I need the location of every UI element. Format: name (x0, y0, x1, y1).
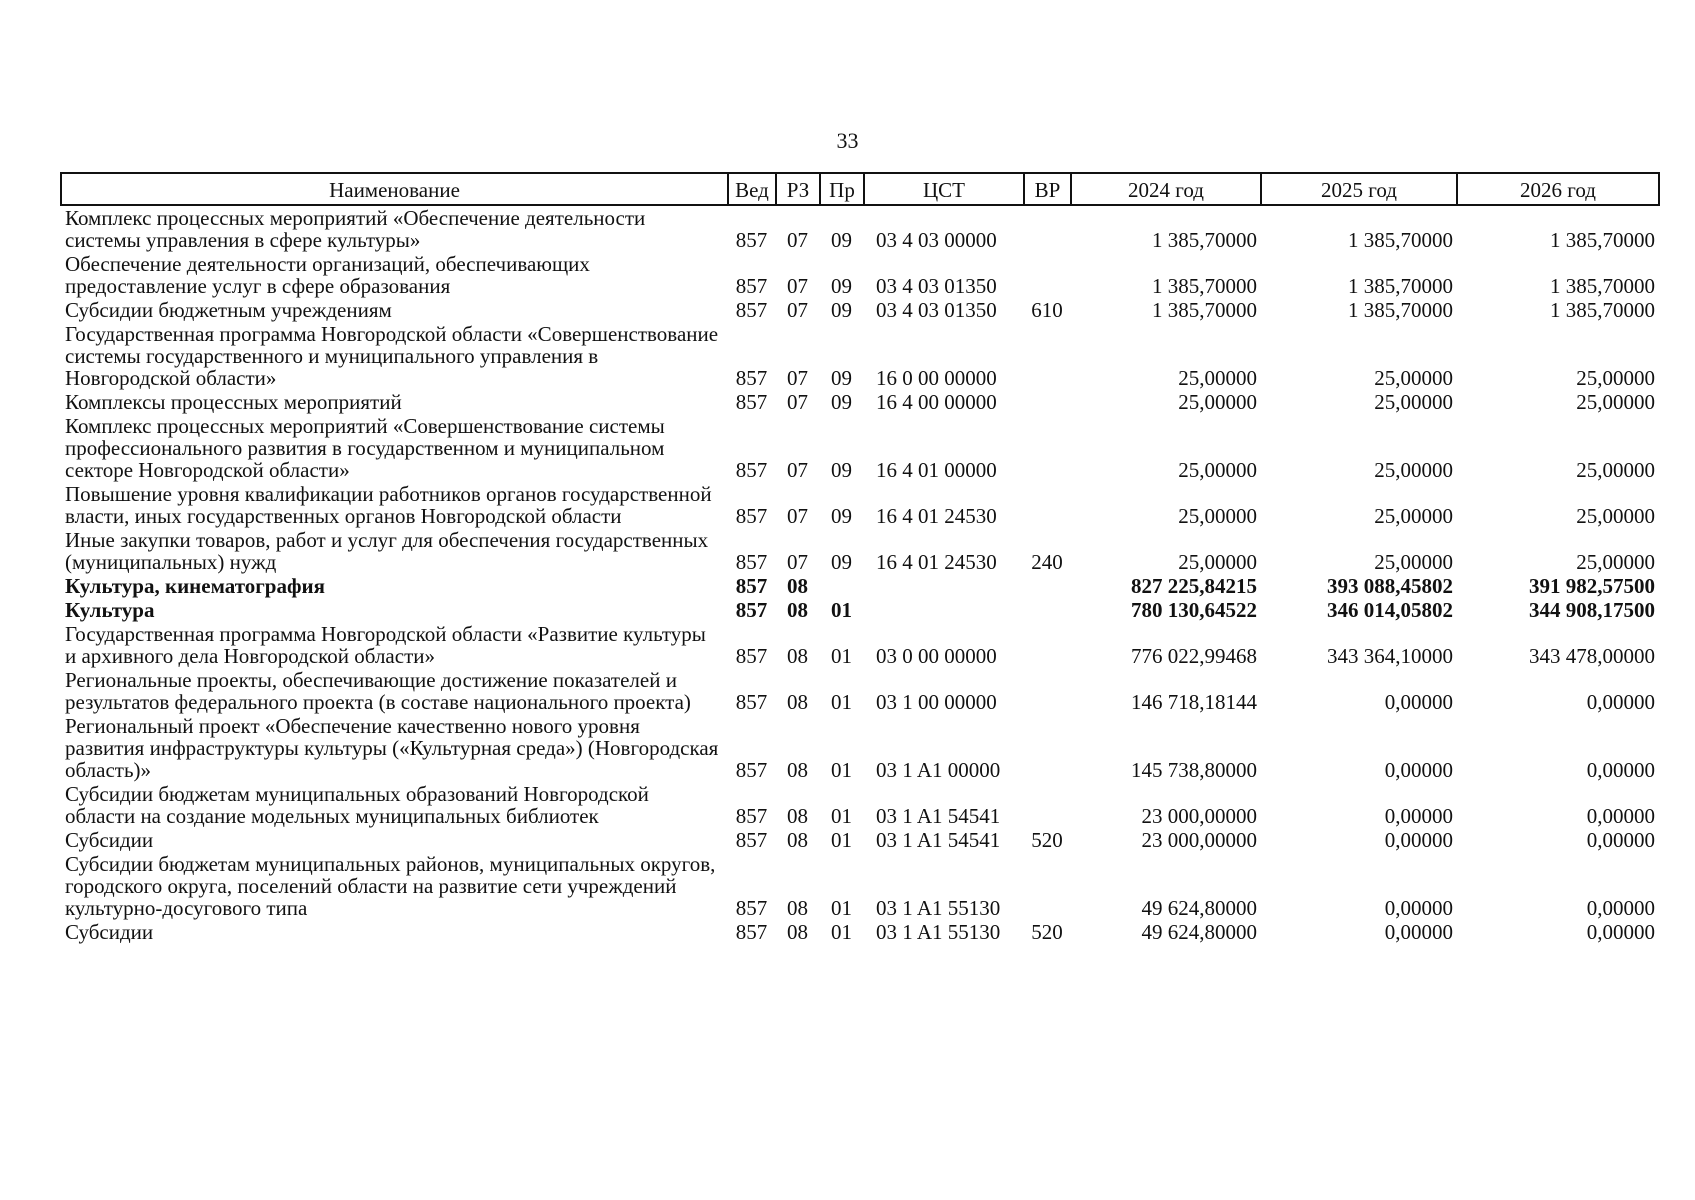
table-row (61, 205, 1659, 252)
row-rz: 08 (787, 920, 808, 944)
row-amount-2025: 0,00000 (1384, 828, 1453, 852)
row-rz: 08 (787, 598, 808, 622)
row-vr (1024, 714, 1071, 782)
row-amount-2024: 780 130,64522 (1131, 598, 1257, 622)
row-amount-2026: 25,00000 (1576, 458, 1655, 482)
row-pr: 09 (831, 458, 852, 482)
row-rz: 07 (787, 458, 808, 482)
row-amount-2024: 49 624,80000 (1141, 920, 1257, 944)
row-amount-2025: 0,00000 (1384, 804, 1453, 828)
row-vr (1024, 252, 1071, 298)
row-cst: 03 1 00 00000 (876, 690, 997, 714)
row-cst: 03 1 A1 54541 (876, 804, 1001, 828)
row-cst: 16 4 01 24530 (876, 550, 997, 574)
row-amount-2026: 25,00000 (1576, 366, 1655, 390)
row-amount-2024: 145 738,80000 (1131, 758, 1257, 782)
row-amount-2026: 0,00000 (1586, 690, 1655, 714)
header-name: Наименование (61, 173, 728, 205)
row-cst: 03 1 A1 54541 (876, 828, 1001, 852)
row-ved: 857 (735, 644, 768, 668)
row-cst: 16 0 00 00000 (876, 366, 997, 390)
row-amount-2025: 1 385,70000 (1348, 274, 1453, 298)
row-pr: 09 (831, 274, 852, 298)
row-amount-2026: 1 385,70000 (1550, 298, 1655, 322)
row-vr: 240 (1031, 550, 1063, 574)
row-ved: 857 (735, 690, 768, 714)
row-cst: 03 4 03 01350 (876, 298, 997, 322)
row-name: Субсидии бюджетам муниципальных образований Новгородской области на создание модельных муниципальных библиотек (65, 782, 649, 828)
row-vr (1024, 782, 1071, 828)
row-ved: 857 (735, 920, 768, 944)
row-rz: 08 (787, 758, 808, 782)
row-ved: 857 (735, 298, 768, 322)
row-amount-2025: 25,00000 (1374, 390, 1453, 414)
row-ved: 857 (735, 828, 768, 852)
row-pr: 09 (831, 228, 852, 252)
row-cst: 03 1 A1 55130 (876, 896, 1001, 920)
row-amount-2025: 0,00000 (1384, 758, 1453, 782)
row-amount-2025: 1 385,70000 (1348, 298, 1453, 322)
row-name: Региональный проект «Обеспечение качественно нового уровня развития инфраструктуры культуры («Культурная среда») (Новгородская область)» (65, 714, 719, 782)
row-amount-2024: 23 000,00000 (1141, 828, 1257, 852)
row-pr (820, 574, 864, 598)
row-ved: 857 (735, 896, 768, 920)
row-pr: 01 (831, 804, 852, 828)
row-cst: 03 4 03 00000 (876, 228, 997, 252)
row-amount-2024: 23 000,00000 (1141, 804, 1257, 828)
row-ved: 857 (735, 366, 768, 390)
row-name: Субсидии бюджетным учреждениям (65, 298, 392, 322)
table-row (61, 414, 1659, 482)
row-name: Повышение уровня квалификации работников органов государственной власти, иных государственных органов Новгородской области (65, 482, 712, 528)
table-row (61, 622, 1659, 668)
row-name: Региональные проекты, обеспечивающие достижение показателей и результатов федерального проекта (в составе национального проекта) (65, 668, 691, 714)
row-amount-2024: 1 385,70000 (1152, 274, 1257, 298)
row-rz: 08 (787, 896, 808, 920)
row-vr (1024, 482, 1071, 528)
row-ved: 857 (735, 228, 768, 252)
row-name: Обеспечение деятельности организаций, обеспечивающих предоставление услуг в сфере образования (65, 252, 590, 298)
row-ved: 857 (735, 504, 768, 528)
row-amount-2024: 776 022,99468 (1131, 644, 1257, 668)
row-vr (1024, 390, 1071, 414)
row-pr: 01 (831, 644, 852, 668)
row-amount-2024: 25,00000 (1178, 504, 1257, 528)
row-name: Субсидии (65, 920, 154, 944)
row-amount-2025: 1 385,70000 (1348, 228, 1453, 252)
row-pr: 01 (831, 690, 852, 714)
row-rz: 07 (787, 390, 808, 414)
row-vr: 520 (1031, 828, 1063, 852)
row-amount-2024: 1 385,70000 (1152, 298, 1257, 322)
header-pr: Пр (820, 173, 864, 205)
header-vr: ВР (1024, 173, 1071, 205)
row-vr (1024, 598, 1071, 622)
row-rz: 08 (787, 828, 808, 852)
row-ved: 857 (735, 550, 768, 574)
table-row (61, 322, 1659, 390)
table-row (61, 920, 1659, 944)
row-rz: 08 (787, 574, 808, 598)
row-cst: 03 1 A1 55130 (876, 920, 1001, 944)
row-amount-2025: 343 364,10000 (1327, 644, 1453, 668)
row-name: Субсидии (65, 828, 154, 852)
row-rz: 08 (787, 644, 808, 668)
row-amount-2026: 1 385,70000 (1550, 274, 1655, 298)
table-row (61, 782, 1659, 828)
row-ved: 857 (735, 598, 768, 622)
row-ved: 857 (735, 758, 768, 782)
row-pr: 01 (831, 828, 852, 852)
row-amount-2025: 25,00000 (1374, 458, 1453, 482)
table-row (61, 252, 1659, 298)
header-2024: 2024 год (1071, 173, 1261, 205)
header-cst: ЦСТ (864, 173, 1024, 205)
table-header (61, 173, 1659, 205)
header-2026: 2026 год (1457, 173, 1659, 205)
row-amount-2024: 1 385,70000 (1152, 228, 1257, 252)
row-ved: 857 (735, 390, 768, 414)
row-pr: 01 (831, 896, 852, 920)
row-vr: 520 (1031, 920, 1063, 944)
row-amount-2024: 146 718,18144 (1131, 690, 1257, 714)
row-amount-2024: 49 624,80000 (1141, 896, 1257, 920)
row-rz: 07 (787, 366, 808, 390)
row-amount-2026: 25,00000 (1576, 504, 1655, 528)
table-row (61, 668, 1659, 714)
row-vr (1024, 205, 1071, 252)
row-cst: 03 1 A1 00000 (876, 758, 1001, 782)
row-name: Государственная программа Новгородской области «Совершенствование системы государственного и муниципального управления в Новгородской области» (65, 322, 719, 390)
row-name: Комплексы процессных мероприятий (65, 390, 402, 414)
row-cst: 16 4 01 00000 (876, 458, 997, 482)
row-pr: 09 (831, 298, 852, 322)
table-row (61, 298, 1659, 322)
row-rz: 07 (787, 504, 808, 528)
row-pr: 01 (831, 920, 852, 944)
row-ved: 857 (735, 574, 768, 598)
row-vr (1024, 574, 1071, 598)
row-amount-2024: 25,00000 (1178, 390, 1257, 414)
row-pr: 09 (831, 366, 852, 390)
row-cst: 16 4 00 00000 (876, 390, 997, 414)
row-amount-2024: 827 225,84215 (1131, 574, 1257, 598)
row-name: Субсидии бюджетам муниципальных районов, муниципальных округов, городского округа, поселений области на развитие сети учреждений культурно-досугового типа (65, 852, 716, 920)
table-row (61, 828, 1659, 852)
row-ved: 857 (735, 458, 768, 482)
row-rz: 08 (787, 804, 808, 828)
row-pr: 09 (831, 390, 852, 414)
row-rz: 07 (787, 550, 808, 574)
table-row (61, 852, 1659, 920)
row-rz: 08 (787, 690, 808, 714)
row-vr (1024, 414, 1071, 482)
row-ved: 857 (735, 804, 768, 828)
row-cst (864, 598, 1024, 622)
row-amount-2026: 391 982,57500 (1529, 574, 1655, 598)
row-amount-2026: 25,00000 (1576, 390, 1655, 414)
row-name: Государственная программа Новгородской области «Развитие культуры и архивного дела Новгородской области» (65, 622, 706, 668)
row-name: Культура (65, 598, 155, 622)
row-amount-2025: 0,00000 (1384, 920, 1453, 944)
row-rz: 07 (787, 228, 808, 252)
row-cst: 16 4 01 24530 (876, 504, 997, 528)
row-pr: 09 (831, 504, 852, 528)
table-row (61, 598, 1659, 622)
row-amount-2025: 25,00000 (1374, 504, 1453, 528)
header-2025: 2025 год (1261, 173, 1457, 205)
row-ved: 857 (735, 274, 768, 298)
table-row (61, 574, 1659, 598)
budget-table (60, 172, 1660, 944)
row-amount-2026: 0,00000 (1586, 828, 1655, 852)
row-cst: 03 4 03 01350 (876, 274, 997, 298)
row-vr: 610 (1031, 298, 1063, 322)
table-row (61, 482, 1659, 528)
row-amount-2024: 25,00000 (1178, 458, 1257, 482)
row-amount-2026: 344 908,17500 (1529, 598, 1655, 622)
row-cst (864, 574, 1024, 598)
row-vr (1024, 322, 1071, 390)
row-name: Иные закупки товаров, работ и услуг для обеспечения государственных (муниципальных) нужд (65, 528, 709, 574)
row-pr: 01 (831, 758, 852, 782)
row-amount-2024: 25,00000 (1178, 366, 1257, 390)
row-amount-2026: 343 478,00000 (1529, 644, 1655, 668)
header-ved: Вед (728, 173, 776, 205)
row-name: Культура, кинематография (65, 574, 325, 598)
table-row (61, 714, 1659, 782)
page-number: 33 (836, 128, 859, 153)
row-amount-2025: 25,00000 (1374, 550, 1453, 574)
row-amount-2025: 346 014,05802 (1327, 598, 1453, 622)
row-amount-2026: 0,00000 (1586, 920, 1655, 944)
row-pr: 01 (831, 598, 852, 622)
table-row (61, 390, 1659, 414)
row-amount-2024: 25,00000 (1178, 550, 1257, 574)
row-amount-2025: 25,00000 (1374, 366, 1453, 390)
row-amount-2026: 0,00000 (1586, 758, 1655, 782)
row-amount-2025: 393 088,45802 (1327, 574, 1453, 598)
row-cst: 03 0 00 00000 (876, 644, 997, 668)
header-rz: РЗ (776, 173, 820, 205)
row-vr (1024, 852, 1071, 920)
row-amount-2026: 1 385,70000 (1550, 228, 1655, 252)
row-rz: 07 (787, 274, 808, 298)
row-amount-2026: 25,00000 (1576, 550, 1655, 574)
row-name: Комплекс процессных мероприятий «Совершенствование системы профессионального развития в государственном и муниципальном секторе Новгородской области» (65, 414, 665, 482)
row-vr (1024, 622, 1071, 668)
row-rz: 07 (787, 298, 808, 322)
row-pr: 09 (831, 550, 852, 574)
row-name: Комплекс процессных мероприятий «Обеспечение деятельности системы управления в сфере культуры» (65, 206, 646, 252)
row-vr (1024, 668, 1071, 714)
row-amount-2025: 0,00000 (1384, 690, 1453, 714)
row-amount-2025: 0,00000 (1384, 896, 1453, 920)
row-amount-2026: 0,00000 (1586, 804, 1655, 828)
table-row (61, 528, 1659, 574)
table-body (61, 205, 1659, 944)
row-amount-2026: 0,00000 (1586, 896, 1655, 920)
